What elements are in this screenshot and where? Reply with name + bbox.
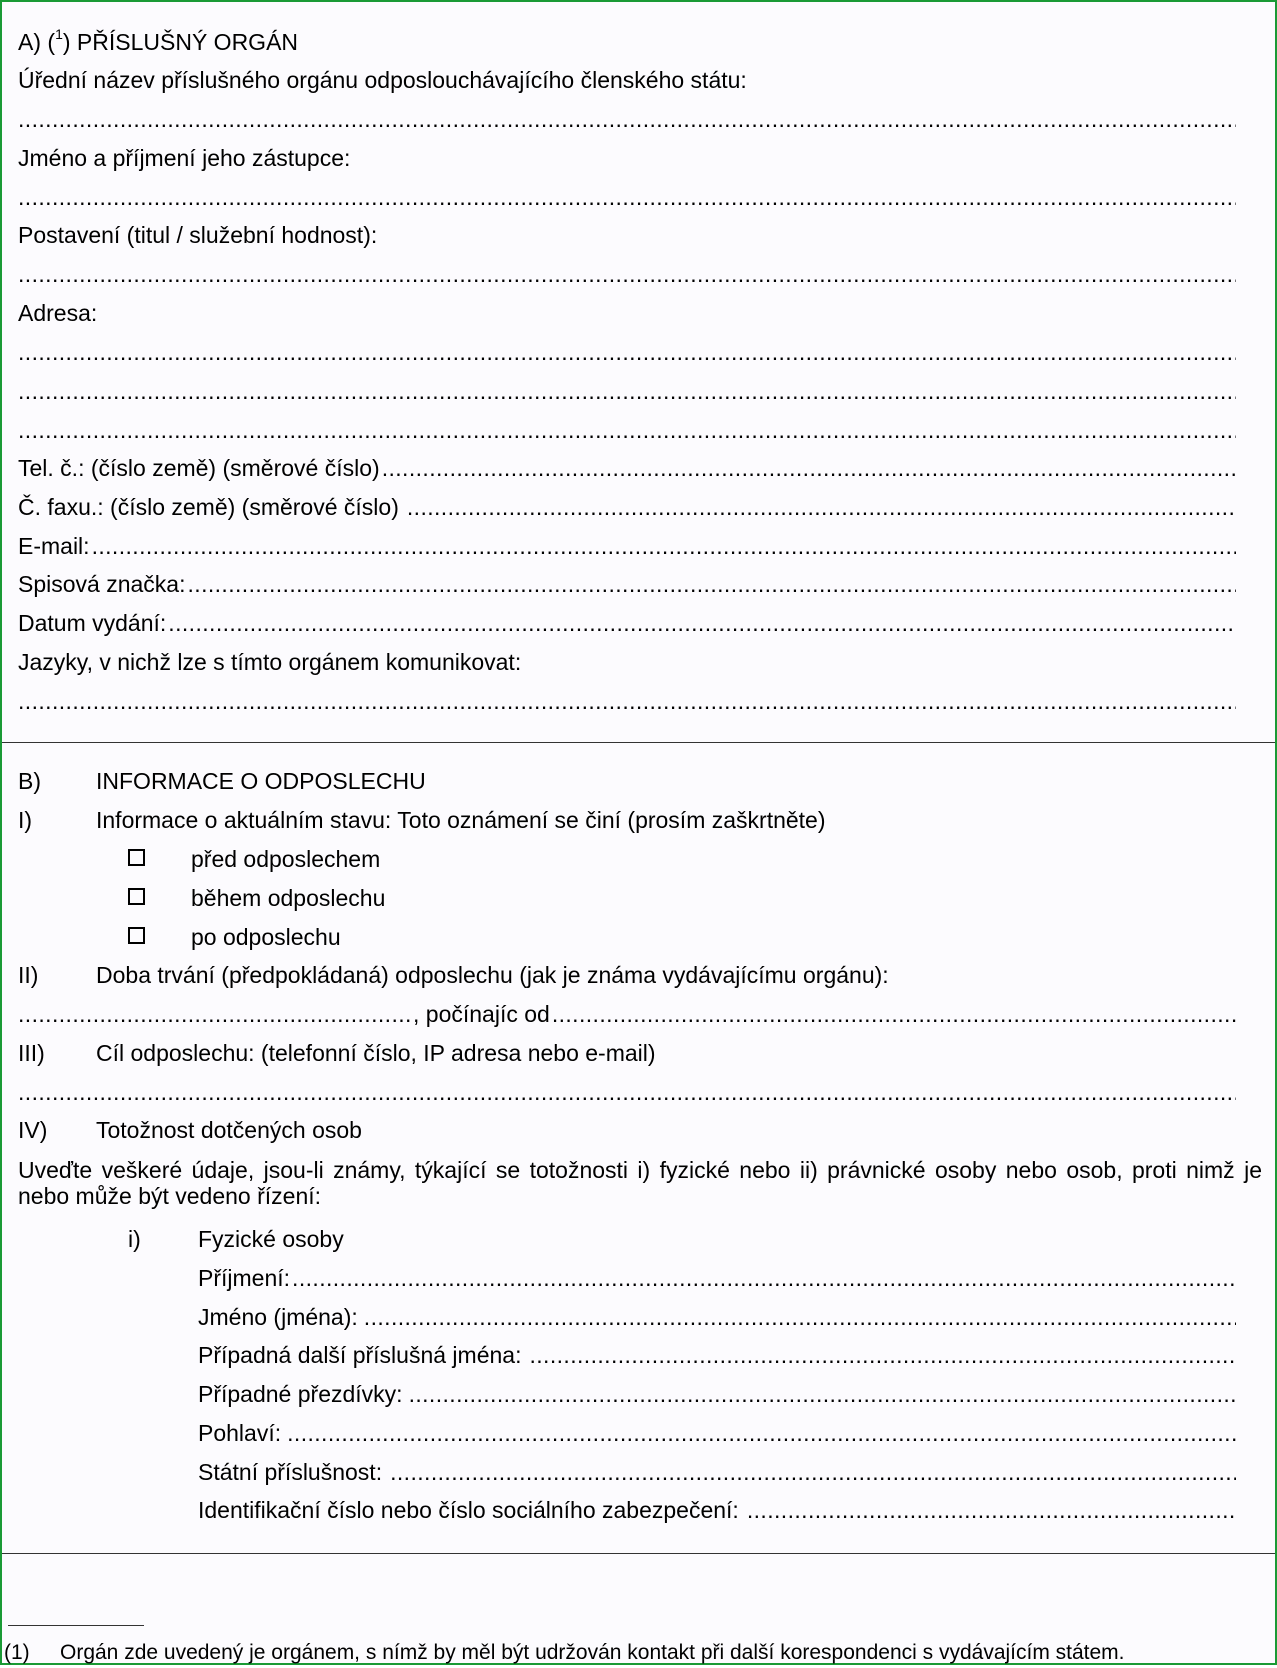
- given-names-field[interactable]: Jméno (jména): .....: [198, 1302, 1236, 1332]
- representative-field[interactable]: [18, 182, 1236, 212]
- section-b-title: INFORMACE O ODPOSLECHU: [96, 768, 426, 794]
- id-number-field[interactable]: Identifikační číslo nebo číslo sociálního zabezpečení: .....: [198, 1495, 1236, 1525]
- file-reference-field[interactable]: Spisová značka: .....: [18, 569, 1236, 599]
- item-iv-heading: IV) Totožnost dotčených osob: [18, 1117, 362, 1143]
- option-label: během odposlechu: [191, 885, 386, 911]
- section-b-box: [2, 743, 1275, 1554]
- surname-field[interactable]: Příjmení: .....: [198, 1263, 1236, 1293]
- option-after-interception[interactable]: [128, 922, 341, 952]
- item-iii-heading: III) Cíl odposlechu: (telefonní číslo, IP adresa nebo e-mail): [18, 1040, 656, 1066]
- footnote-text: Orgán zde uvedený je orgánem, s nímž by měl být udržován kontakt při další korespondenci s vydávajícím státem.: [60, 1641, 1125, 1664]
- section-a-heading: A) ($^1$) PŘÍSLUŠNÝ ORGÁN: [18, 26, 299, 55]
- footnote: [2, 1638, 1275, 1668]
- languages-label: Jazyky, v nichž lze s tímto orgánem komunikovat:: [18, 649, 522, 675]
- footnote-mark: (1): [4, 1641, 30, 1664]
- checkbox-during[interactable]: [128, 888, 145, 905]
- position-label: Postavení (titul / služební hodnost):: [18, 222, 378, 248]
- address-label: Adresa:: [18, 300, 98, 326]
- option-label: po odposlechu: [191, 924, 341, 950]
- option-during-interception[interactable]: [128, 883, 385, 913]
- issue-date-field[interactable]: Datum vydání: .....: [18, 608, 1236, 638]
- phone-field[interactable]: Tel. č.: (číslo země) (směrové číslo) .....: [18, 453, 1236, 483]
- address-field-line-1[interactable]: [18, 337, 1236, 367]
- duration-field[interactable]: ..... , počínajíc od .....: [18, 999, 1236, 1029]
- position-field[interactable]: [18, 259, 1236, 289]
- languages-field[interactable]: [18, 686, 1236, 716]
- section-a-box: [2, 2, 1275, 743]
- item-i-heading: I) Informace o aktuálním stavu: Toto oznámení se činí (prosím zaškrtněte): [18, 807, 826, 833]
- other-names-field[interactable]: Případná další příslušná jména: .....: [198, 1340, 1236, 1370]
- fax-field[interactable]: Č. faxu.: (číslo země) (směrové číslo) .....: [18, 492, 1236, 522]
- nicknames-field[interactable]: Případné přezdívky: .....: [198, 1379, 1236, 1409]
- option-before-interception[interactable]: [128, 844, 380, 874]
- nationality-field[interactable]: Státní příslušnost: .....: [198, 1457, 1236, 1487]
- email-field[interactable]: E-mail: .....: [18, 531, 1236, 561]
- footnote-divider: [8, 1625, 144, 1626]
- identity-instructions: Uveďte veškeré údaje, jsou-li známy, týkající se totožnosti i) fyzické nebo ii) právnické osoby nebo osob, proti nimž je nebo může být vedeno řízení:: [18, 1157, 1262, 1209]
- address-field-line-3[interactable]: [18, 415, 1236, 445]
- item-ii-heading: II) Doba trvání (předpokládaná) odposlechu (jak je známa vydávajícímu orgánu):: [18, 962, 889, 988]
- checkbox-after[interactable]: [128, 927, 145, 944]
- footnote-ref: 1: [55, 26, 63, 43]
- official-name-label: Úřední název příslušného orgánu odposlouchávajícího členského státu:: [18, 67, 747, 93]
- official-name-field[interactable]: [18, 104, 1236, 134]
- target-field[interactable]: [18, 1077, 1236, 1107]
- representative-label: Jméno a příjmení jeho zástupce:: [18, 145, 351, 171]
- section-b-heading: [2, 766, 1275, 796]
- option-label: před odposlechem: [191, 846, 381, 872]
- natural-persons-heading: i) Fyzické osoby: [128, 1226, 344, 1252]
- sex-field[interactable]: Pohlaví: .....: [198, 1418, 1236, 1448]
- section-b-number: B): [18, 768, 41, 794]
- address-field-line-2[interactable]: [18, 376, 1236, 406]
- checkbox-before[interactable]: [128, 849, 145, 866]
